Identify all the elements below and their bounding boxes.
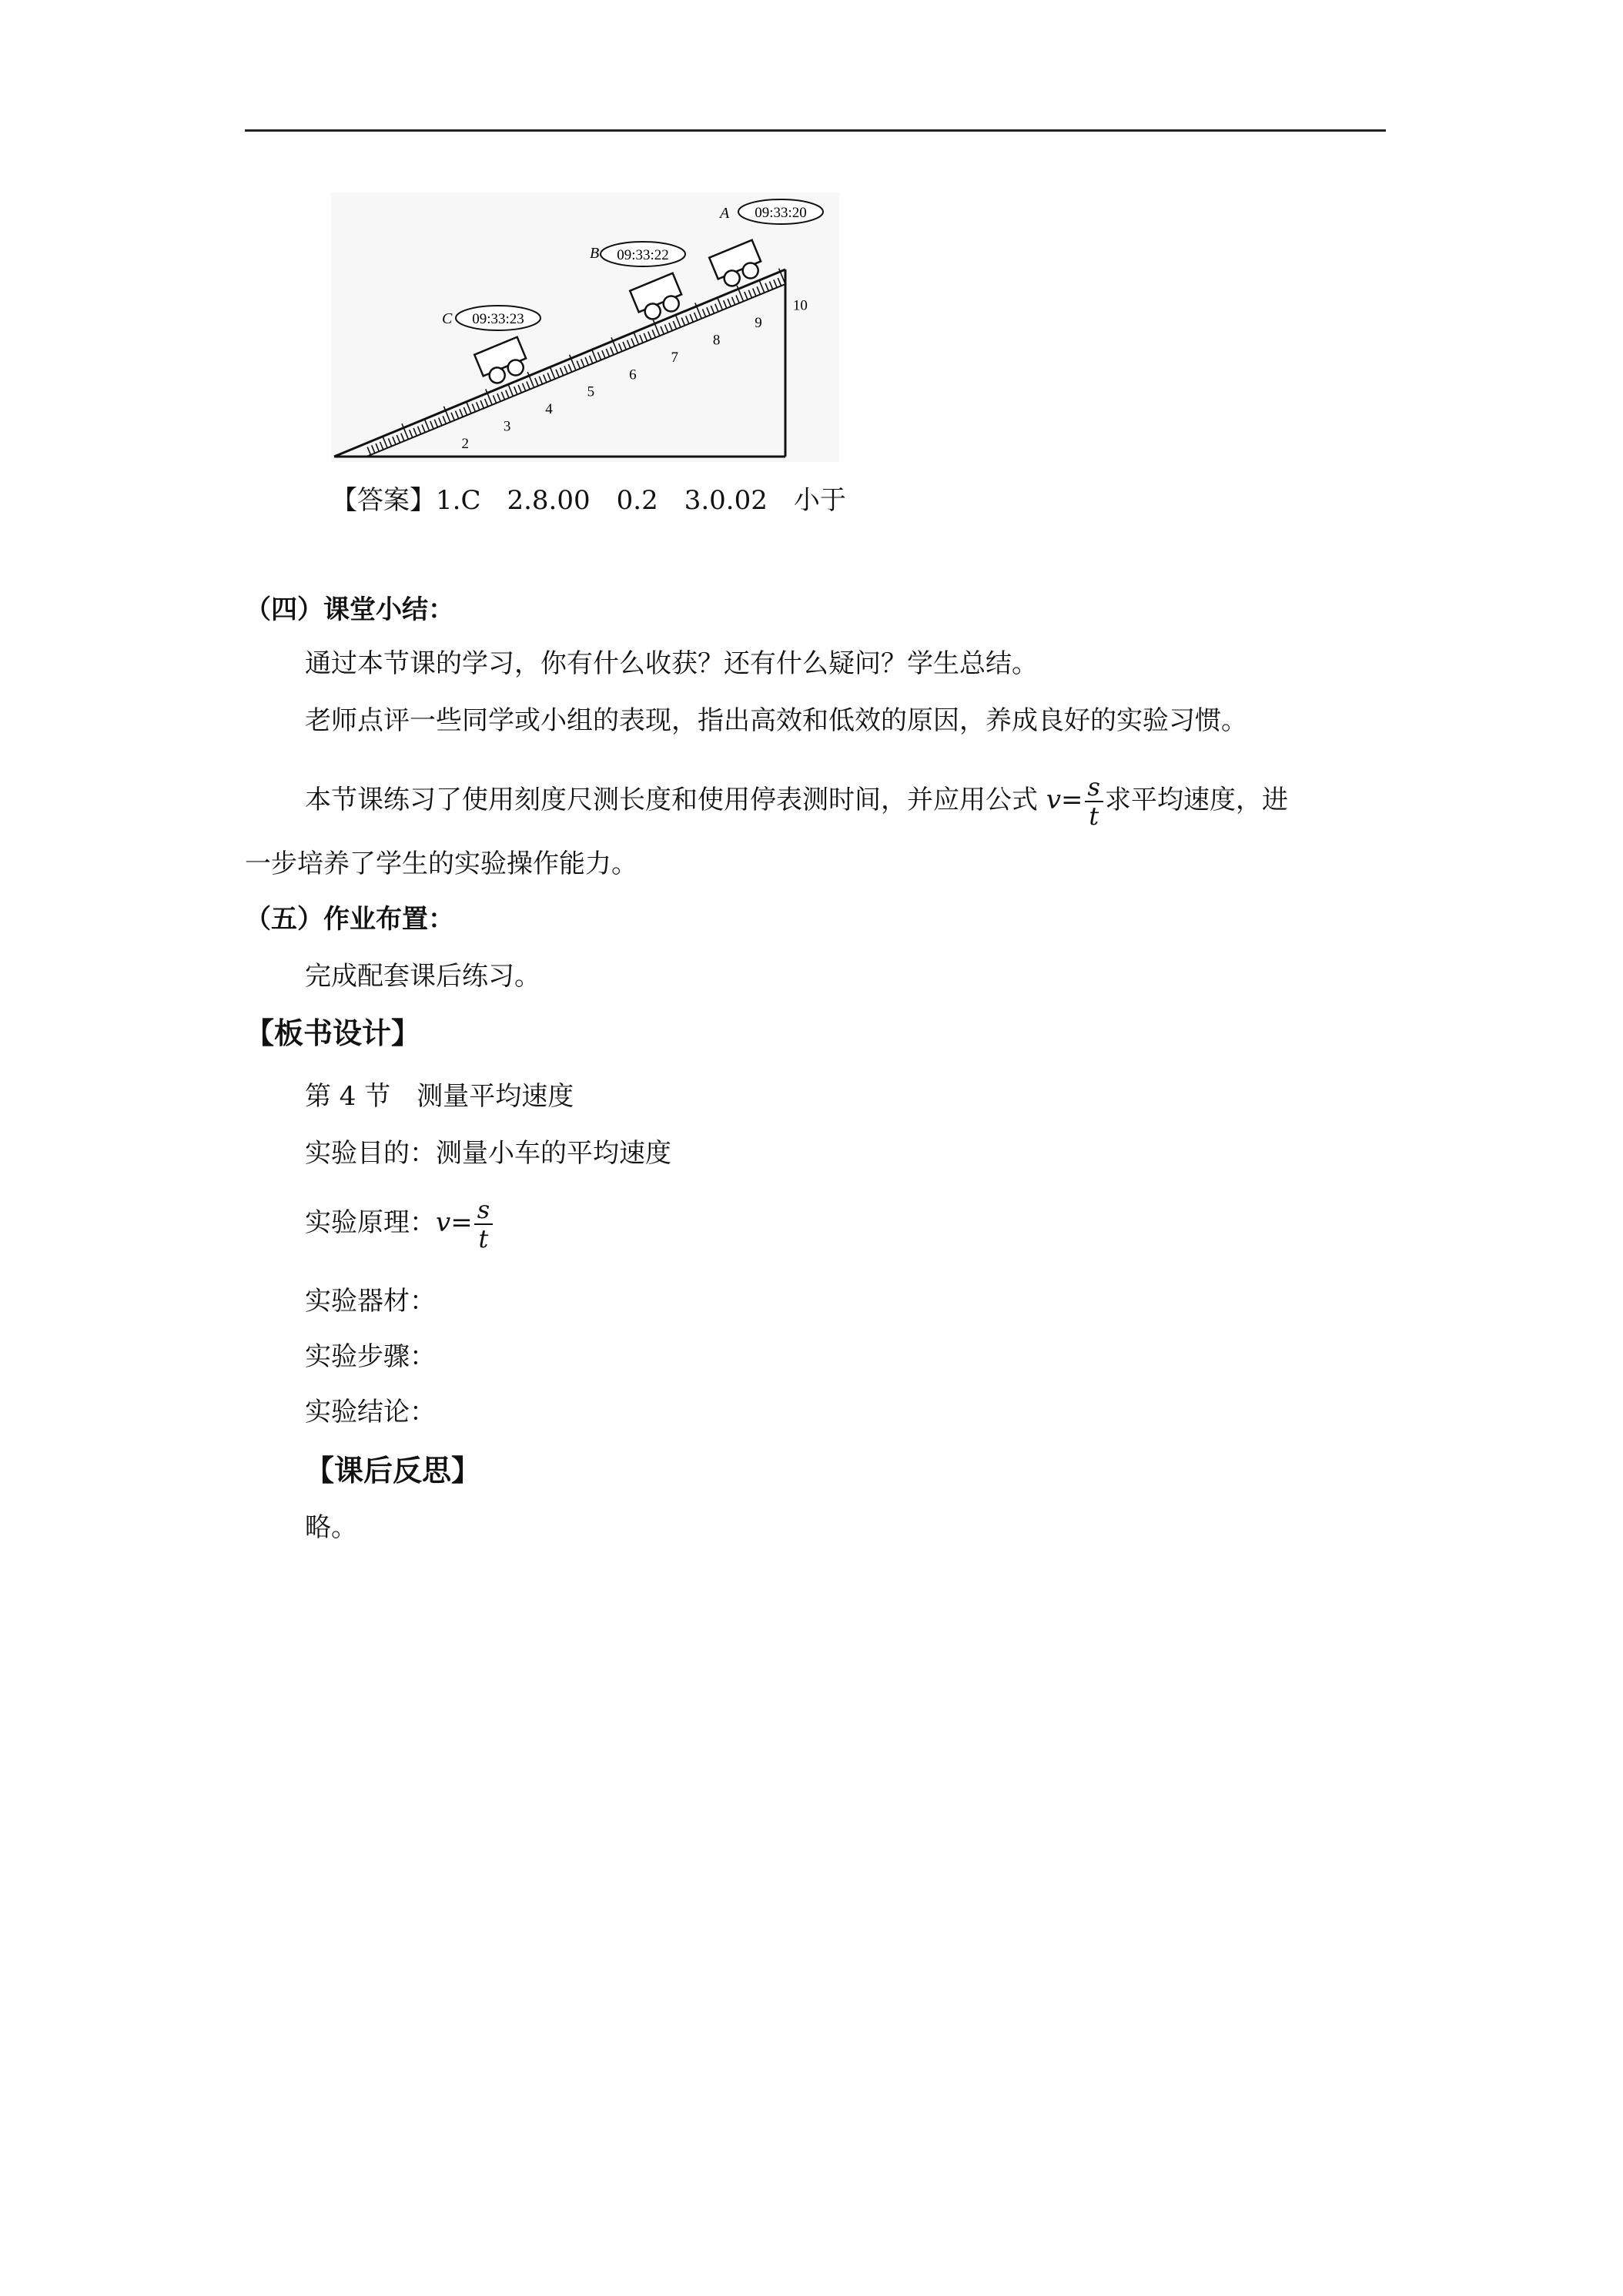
ruler-scale-number: 9 bbox=[755, 315, 762, 332]
formula-numerator: s bbox=[1085, 773, 1103, 802]
paragraph-3-text-after: 求平均速度，进 bbox=[1104, 785, 1288, 815]
formula-equals: = bbox=[1061, 785, 1083, 815]
cart-b-time: 09:33:22 bbox=[617, 247, 669, 263]
formula-fraction bbox=[1085, 773, 1103, 830]
ruler-scale-number: 4 bbox=[545, 401, 553, 418]
formula-v: v bbox=[436, 1207, 451, 1238]
cart-c-label: C bbox=[442, 310, 453, 327]
section-4-paragraph-3 bbox=[305, 766, 1288, 834]
answer-prefix: 【答案】 bbox=[331, 485, 436, 516]
board-equipment: 实验器材： bbox=[305, 1286, 436, 1317]
header-rule bbox=[245, 129, 1386, 132]
section-4-paragraph-1: 通过本节课的学习，你有什么收获？还有什么疑问？学生总结。 bbox=[305, 648, 1038, 679]
ruler-scale-number: 3 bbox=[503, 418, 511, 435]
cart-b-label: B bbox=[590, 245, 600, 262]
section-4-paragraph-3-continued: 一步培养了学生的实验操作能力。 bbox=[245, 848, 637, 879]
answer-part: 3.0.02 bbox=[684, 485, 768, 516]
incline-figure bbox=[331, 192, 839, 462]
answer-part: 2.8.00 bbox=[507, 485, 591, 516]
answer-line bbox=[331, 484, 846, 517]
section-4-paragraph-2: 老师点评一些同学或小组的表现，指出高效和低效的原因，养成良好的实验习惯。 bbox=[305, 705, 1247, 736]
formula-denominator: t bbox=[478, 1224, 489, 1253]
figure-background bbox=[331, 192, 839, 462]
board-design-heading: 【板书设计】 bbox=[245, 1016, 421, 1050]
formula-numerator: s bbox=[474, 1196, 493, 1225]
board-conclusion: 实验结论： bbox=[305, 1397, 436, 1427]
cart-c-time: 09:33:23 bbox=[472, 311, 524, 327]
cart-a-time: 09:33:20 bbox=[755, 205, 807, 221]
board-principle-label: 实验原理： bbox=[305, 1207, 436, 1238]
section-4-heading: （四）课堂小结： bbox=[245, 594, 454, 625]
ruler-scale-number: 7 bbox=[671, 349, 678, 366]
answer-part: 1.C bbox=[436, 485, 481, 516]
formula-v: v bbox=[1046, 785, 1062, 815]
answer-part: 小于 bbox=[793, 485, 846, 516]
board-purpose: 实验目的：测量小车的平均速度 bbox=[305, 1138, 671, 1169]
board-steps: 实验步骤： bbox=[305, 1341, 436, 1372]
formula-denominator: t bbox=[1089, 802, 1099, 831]
reflection-body: 略。 bbox=[305, 1512, 357, 1543]
paragraph-3-text-before: 本节课练习了使用刻度尺测长度和使用停表测时间，并应用公式 bbox=[305, 785, 1038, 815]
ruler-scale-number: 6 bbox=[629, 366, 637, 383]
section-5-heading: （五）作业布置： bbox=[245, 904, 454, 935]
ruler-scale-number: 10 bbox=[792, 297, 808, 314]
board-principle bbox=[305, 1192, 494, 1253]
ruler-scale-number: 8 bbox=[712, 332, 721, 349]
cart-a-label: A bbox=[720, 205, 730, 222]
formula-equals: = bbox=[450, 1207, 473, 1238]
answer-part: 0.2 bbox=[616, 485, 658, 516]
board-lesson-title: 第 4 节 测量平均速度 bbox=[305, 1081, 574, 1112]
ruler-scale-number: 2 bbox=[461, 435, 469, 452]
reflection-heading: 【课后反思】 bbox=[305, 1453, 481, 1488]
formula-fraction bbox=[474, 1196, 493, 1253]
ruler-scale-number: 5 bbox=[587, 383, 595, 400]
section-5-paragraph: 完成配套课后练习。 bbox=[305, 961, 540, 992]
